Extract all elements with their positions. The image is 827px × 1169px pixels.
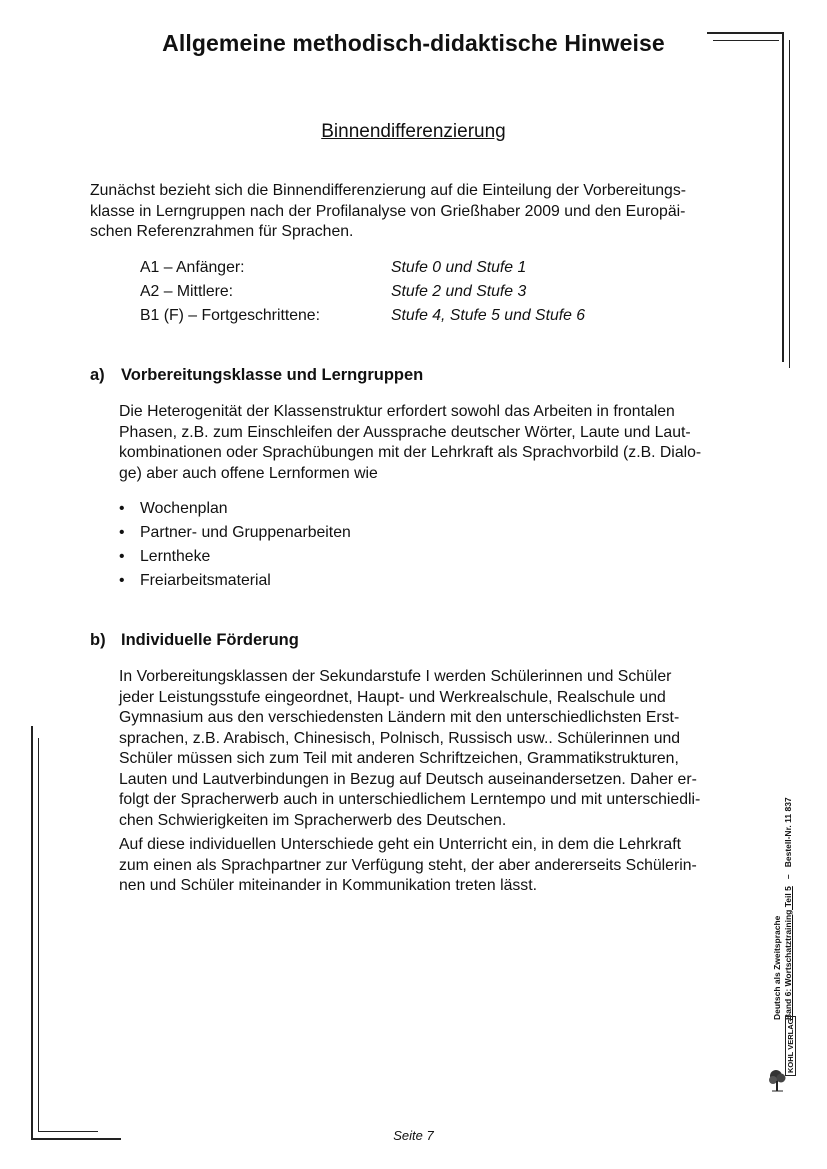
bullet-icon: •: [119, 572, 125, 589]
level-label: B1 (F) – Fortgeschrittene:: [140, 307, 320, 324]
text-line: jeder Leistungsstufe eingeordnet, Haupt- und Werkrealschule, Realschule und: [119, 688, 666, 706]
list-item-text: Lerntheke: [140, 548, 211, 565]
series-title: Deutsch als Zweitsprache: [772, 915, 782, 1020]
level-label: A1 – Anfänger:: [140, 259, 245, 276]
level-label: A2 – Mittlere:: [140, 283, 234, 300]
section-a-paragraph: [119, 402, 749, 484]
level-value: Stufe 0 und Stufe 1: [391, 259, 527, 276]
frame-line: [782, 32, 784, 362]
text-line: Zunächst bezieht sich die Binnendifferenzierung auf die Einteilung der Vorbereitungs-: [90, 182, 686, 199]
section-title: Individuelle Förderung: [121, 631, 299, 649]
section-subtitle: Binnendifferenzierung: [321, 121, 506, 142]
order-number: – Bestell-Nr. 11 837: [783, 797, 793, 887]
list-item: [119, 547, 351, 571]
publisher-sidebar: [772, 797, 794, 1020]
section-b-paragraph-1: [119, 667, 749, 831]
frame-line: [38, 738, 39, 1132]
text-line: folgt der Spracherwerb auch in unterschiedlichem Lerntempo und mit unterschiedli-: [119, 791, 701, 808]
text-line: Phasen, z.B. zum Einschleifen der Aussprache deutscher Wörter, Laute und Laut-: [119, 423, 691, 441]
text-line: In Vorbereitungsklassen der Sekundarstufe I werden Schülerinnen und Schüler: [119, 668, 672, 685]
text-line: schen Referenzrahmen für Sprachen.: [90, 223, 354, 240]
text-line: Gymnasium aus den verschiedensten Ländern mit den unterschiedlichsten Erst-: [119, 709, 680, 726]
bullet-icon: •: [119, 548, 125, 565]
level-value: Stufe 4, Stufe 5 und Stufe 6: [391, 307, 586, 324]
text-line: Die Heterogenität der Klassenstruktur erfordert sowohl das Arbeiten in frontalen: [119, 403, 675, 420]
section-a-heading: [90, 366, 423, 385]
list-item: [119, 499, 351, 523]
list-item: [119, 571, 351, 595]
volume-title: Band 6: Wortschatztraining Teil 5: [783, 886, 793, 1020]
list-item-text: Wochenplan: [140, 500, 228, 517]
text-line: zum einen als Sprachpartner zur Verfügung steht, der aber andererseits Schülerin-: [119, 856, 697, 874]
section-title: Vorbereitungsklasse und Lerngruppen: [121, 366, 424, 384]
page-number: Seite 7: [393, 1128, 434, 1143]
text-line: sprachen, z.B. Arabisch, Chinesisch, Polnisch, Russisch usw.. Schülerinnen und: [119, 729, 681, 747]
text-line: ge) aber auch offene Lernformen wie: [119, 464, 378, 482]
section-b-heading: [90, 631, 299, 650]
text-line: Auf diese individuellen Unterschiede geht ein Unterricht ein, in dem die Lehrkraft: [119, 836, 681, 853]
section-b-paragraph-2: [119, 835, 749, 897]
tree-icon: [768, 1068, 788, 1092]
page-title: Allgemeine methodisch-didaktische Hinweise: [162, 30, 665, 56]
publisher-logo: [766, 1018, 796, 1094]
volume-line: [783, 797, 794, 1020]
bullet-icon: •: [119, 500, 125, 517]
section-letter: a): [90, 366, 105, 384]
list-item: [119, 523, 351, 547]
text-line: kombinationen oder Sprachübungen mit der Lehrkraft als Sprachvorbild (z.B. Dialo-: [119, 444, 702, 461]
bullet-icon: •: [119, 524, 125, 541]
logo-wordmark: KOHL VERLAG: [785, 1016, 796, 1076]
text-line: Schüler müssen sich zum Teil mit anderen Schriftzeichen, Grammatikstrukturen,: [119, 750, 679, 767]
intro-paragraph: [90, 181, 740, 243]
frame-line: [789, 40, 790, 368]
frame-line: [31, 726, 33, 1139]
list-item-text: Partner- und Gruppenarbeiten: [140, 524, 351, 541]
text-line: Lauten und Lautverbindungen in Bezug auf Deutsch auseinandersetzen. Daher er-: [119, 770, 697, 788]
section-letter: b): [90, 631, 106, 649]
bullet-list: [119, 499, 351, 595]
list-item-text: Freiarbeitsmaterial: [140, 572, 271, 589]
text-line: chen Schwierigkeiten im Spracherwerb des Deutschen.: [119, 811, 507, 829]
text-line: nen und Schüler miteinander in Kommunikation treten lässt.: [119, 877, 537, 894]
level-value: Stufe 2 und Stufe 3: [391, 283, 527, 300]
text-line: klasse in Lerngruppen nach der Profilanalyse von Grießhaber 2009 und den Europäi-: [90, 202, 686, 220]
